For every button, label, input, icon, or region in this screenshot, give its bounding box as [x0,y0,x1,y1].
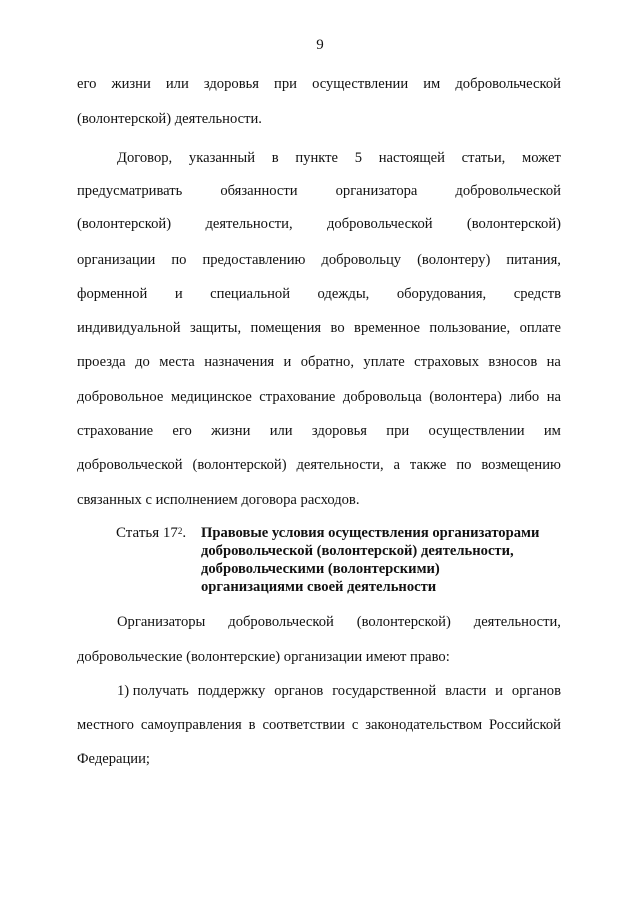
word: власти [445,683,487,699]
word: организации [77,252,156,268]
word: (волонтерской) [466,216,561,232]
word: осуществлении [312,76,409,92]
word: средств [513,286,561,302]
word: (волонтерской) [192,457,287,473]
word: осуществлении [428,423,525,439]
word: государственной [332,683,437,699]
word: (волонтерской) [356,614,451,630]
word: поддержку [197,683,266,699]
article-title: Правовые условия осуществления организаторами добровольческой (волонтерской) деятельности, добровольческими (волонтерскими) организациями своей деятельности [201,525,540,595]
word: предоставлению [202,252,306,268]
word: добровольческой [455,183,561,199]
word: страхование [77,423,154,439]
word: оплате [519,320,561,336]
text-line [117,612,561,632]
word: или [269,423,293,439]
word: места [159,354,195,370]
word: в [271,150,279,166]
word: им [423,76,441,92]
word: и [495,683,503,699]
word: или [165,76,189,92]
word: здоровья [203,76,259,92]
text-line [77,250,561,270]
text-line [117,681,561,701]
word: во [330,320,345,336]
word: в [248,717,256,733]
text-line [77,455,561,475]
word: пункте [295,150,339,166]
word: указанный [188,150,256,166]
word: Российской [489,717,561,733]
word: уплате [363,354,405,370]
word: страховых [414,354,480,370]
word: законодательством [365,717,483,733]
article-number: Статья $17^2$. [116,525,187,541]
word: его [77,76,97,92]
word: и [174,286,183,302]
text-line [77,421,561,441]
text-line: добровольческие (волонтерские) организации имеют право: [77,649,450,665]
word: может [521,150,561,166]
word: по [171,252,187,268]
text-line [77,715,561,735]
word: с [351,717,359,733]
word: форменной [77,286,148,302]
word: специальной [210,286,291,302]
word: пользование, [429,320,511,336]
word: (волонтерской) [77,216,172,232]
word: добровольческой [326,216,433,232]
word: 5 [354,150,363,166]
word: временное [354,320,420,336]
word: назначения [204,354,275,370]
word: добровольческой [228,614,334,630]
word: и [283,354,292,370]
word: организатора [335,183,418,199]
word: деятельности, [296,457,384,473]
word: добровольное [77,389,164,405]
word: настоящей [378,150,445,166]
word: Организаторы [117,614,206,630]
word: самоуправления [140,717,242,733]
text-line [77,214,561,234]
word: страхование [259,389,336,405]
word: либо [509,389,540,405]
word: медицинское [170,389,252,405]
word: одежды, [317,286,370,302]
word: добровольческой [455,76,561,92]
word: помещения [250,320,322,336]
word: 1) получать [117,683,189,699]
word: деятельности, [473,614,561,630]
word: им [543,423,561,439]
word: а [393,457,401,473]
word: индивидуальной [77,320,181,336]
word: питания, [506,252,561,268]
word: местного [77,717,134,733]
word: обратно, [300,354,354,370]
text-line [77,352,561,372]
text-line [77,387,561,407]
word: Договор, [117,150,173,166]
word: проезда [77,354,126,370]
word: обязанности [220,183,298,199]
page-number: 9 [316,37,324,53]
word: добровольческой [77,457,183,473]
word: органов [274,683,324,699]
text-line [77,181,561,201]
word: органов [511,683,561,699]
word: взносов [488,354,538,370]
text-line [117,148,561,168]
word: оборудования, [396,286,487,302]
word: здоровья [311,423,367,439]
text-line [77,318,561,338]
word: жизни [111,76,151,92]
word: (волонтера) [429,389,502,405]
word: его [172,423,192,439]
word: защиты, [189,320,242,336]
word: (волонтеру) [417,252,491,268]
word: при [274,76,297,92]
word: соответствии [262,717,345,733]
text-line: Федерации; [77,751,150,767]
word: жизни [211,423,251,439]
word: статьи, [461,150,506,166]
word: возмещению [481,457,561,473]
word: также [409,457,447,473]
word: предусматривать [77,183,183,199]
word: добровольца [342,389,422,405]
word: добровольцу [321,252,402,268]
word: при [386,423,410,439]
word: на [546,389,561,405]
text-line [77,284,561,304]
text-line: связанных с исполнением договора расходов. [77,492,360,508]
word: деятельности, [205,216,293,232]
text-line: (волонтерской) деятельности. [77,111,262,127]
word: по [456,457,472,473]
word: на [546,354,561,370]
text-line [77,74,561,94]
word: до [135,354,150,370]
